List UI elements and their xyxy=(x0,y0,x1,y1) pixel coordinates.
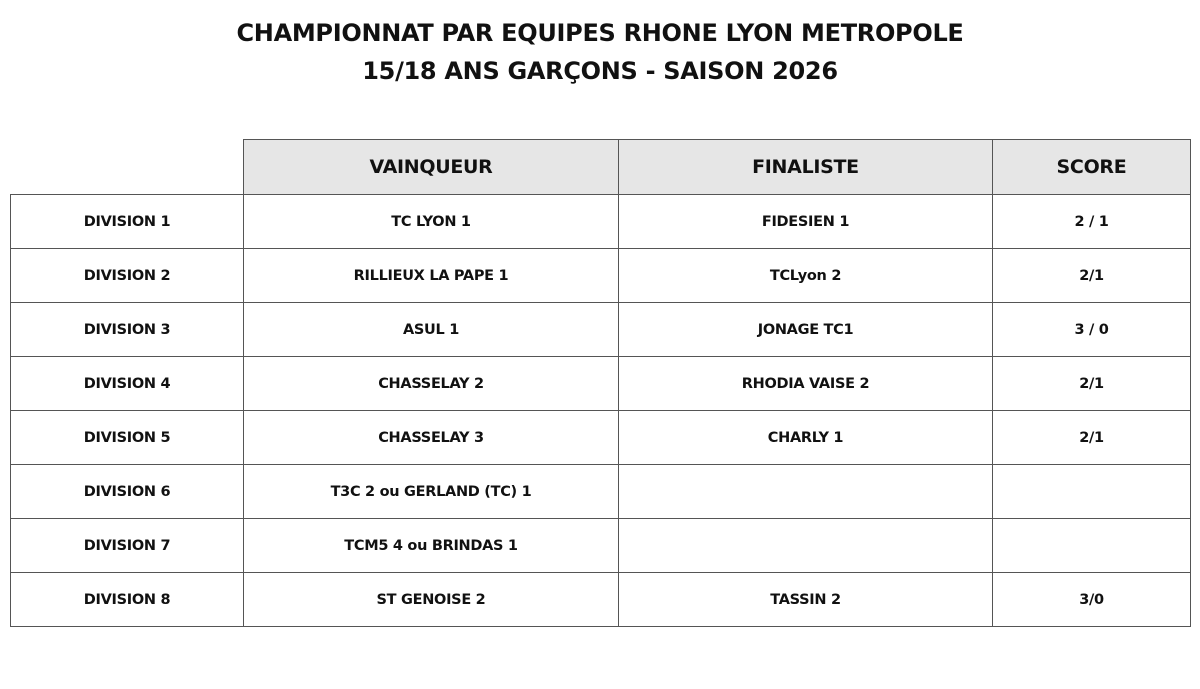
finaliste-cell: RHODIA VAISE 2 xyxy=(619,357,993,411)
table-row xyxy=(11,357,1191,411)
table-row xyxy=(11,519,1191,573)
table-row xyxy=(11,411,1191,465)
finaliste-cell xyxy=(619,519,993,573)
page-title: CHAMPIONNAT PAR EQUIPES RHONE LYON METROPOLE xyxy=(236,19,964,47)
finaliste-cell: JONAGE TC1 xyxy=(619,303,993,357)
header-finaliste: FINALISTE xyxy=(619,140,993,195)
division-cell: DIVISION 3 xyxy=(11,303,244,357)
vainqueur-cell: ASUL 1 xyxy=(244,303,619,357)
division-cell: DIVISION 1 xyxy=(11,195,244,249)
header-row xyxy=(11,140,1191,195)
finaliste-cell: FIDESIEN 1 xyxy=(619,195,993,249)
table-row xyxy=(11,195,1191,249)
finaliste-cell: TASSIN 2 xyxy=(619,573,993,627)
vainqueur-cell: CHASSELAY 3 xyxy=(244,411,619,465)
finaliste-cell xyxy=(619,465,993,519)
score-cell: 3/0 xyxy=(993,573,1191,627)
score-cell: 2/1 xyxy=(993,357,1191,411)
score-cell xyxy=(993,519,1191,573)
page-subtitle: 15/18 ANS GARÇONS - SAISON 2026 xyxy=(362,57,838,85)
table-row xyxy=(11,249,1191,303)
table-row xyxy=(11,303,1191,357)
finaliste-cell: TCLyon 2 xyxy=(619,249,993,303)
vainqueur-cell: TC LYON 1 xyxy=(244,195,619,249)
score-cell: 3 / 0 xyxy=(993,303,1191,357)
vainqueur-cell: ST GENOISE 2 xyxy=(244,573,619,627)
division-cell: DIVISION 5 xyxy=(11,411,244,465)
division-cell: DIVISION 6 xyxy=(11,465,244,519)
finaliste-cell: CHARLY 1 xyxy=(619,411,993,465)
header-vainqueur: VAINQUEUR xyxy=(244,140,619,195)
header-score: SCORE xyxy=(993,140,1191,195)
vainqueur-cell: TCM5 4 ou BRINDAS 1 xyxy=(244,519,619,573)
vainqueur-cell: CHASSELAY 2 xyxy=(244,357,619,411)
title-block xyxy=(0,14,1200,90)
score-cell: 2 / 1 xyxy=(993,195,1191,249)
score-cell xyxy=(993,465,1191,519)
header-corner xyxy=(11,140,244,195)
table-row xyxy=(11,465,1191,519)
table-row xyxy=(11,573,1191,627)
results-table xyxy=(10,139,1191,627)
division-cell: DIVISION 4 xyxy=(11,357,244,411)
vainqueur-cell: RILLIEUX LA PAPE 1 xyxy=(244,249,619,303)
division-cell: DIVISION 8 xyxy=(11,573,244,627)
division-cell: DIVISION 7 xyxy=(11,519,244,573)
vainqueur-cell: T3C 2 ou GERLAND (TC) 1 xyxy=(244,465,619,519)
score-cell: 2/1 xyxy=(993,249,1191,303)
score-cell: 2/1 xyxy=(993,411,1191,465)
division-cell: DIVISION 2 xyxy=(11,249,244,303)
